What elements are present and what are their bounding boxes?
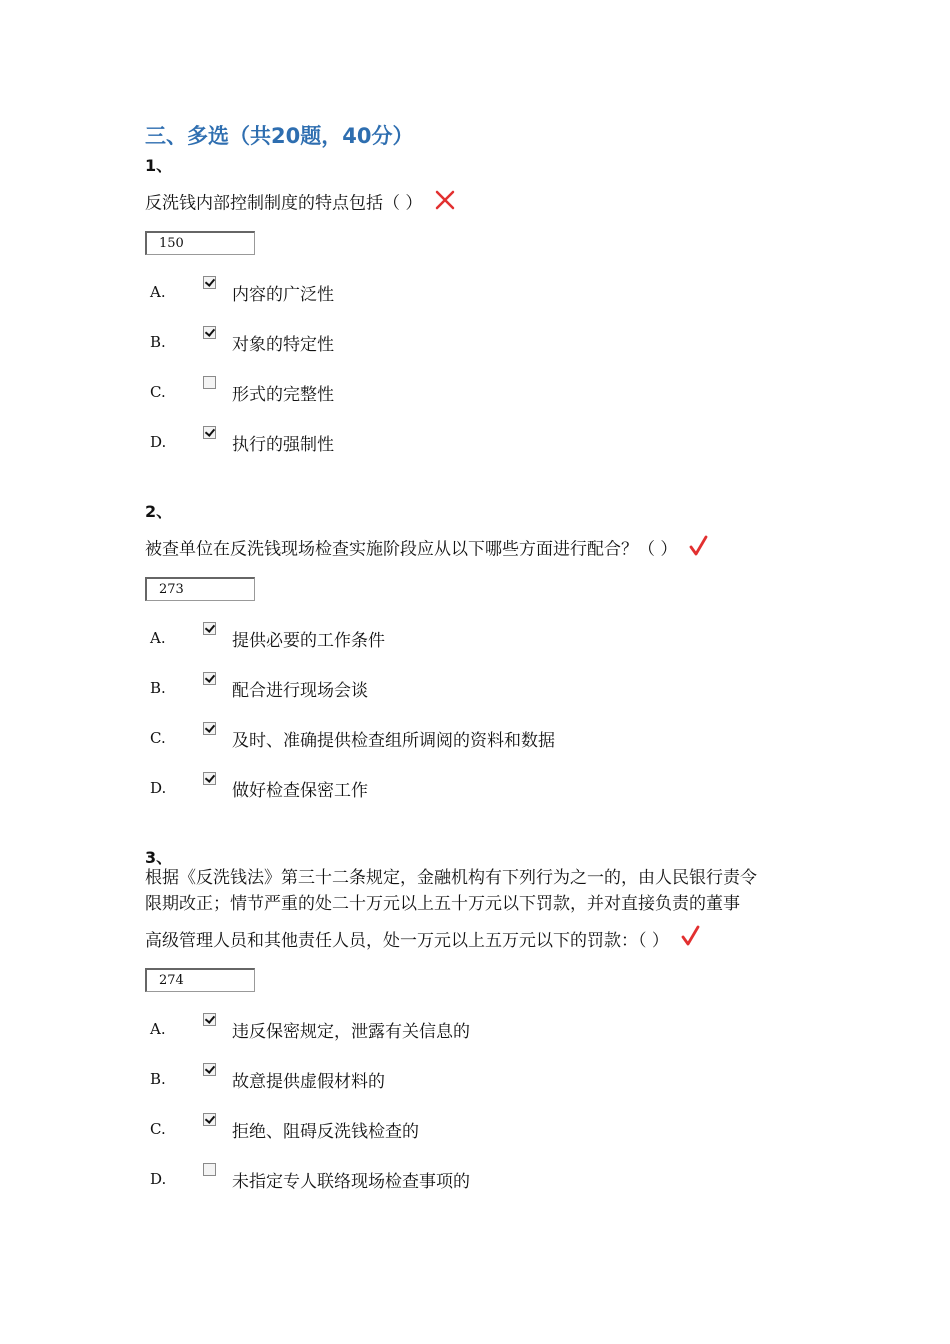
option-text: 对象的特定性 xyxy=(232,335,334,355)
question-number: 2、 xyxy=(145,502,173,521)
option-text: 拒绝、阻碍反洗钱检查的 xyxy=(232,1121,419,1142)
question-1 xyxy=(145,153,825,473)
question-3 xyxy=(145,845,825,1210)
option-letter: C. xyxy=(150,729,166,747)
option-b xyxy=(145,669,825,719)
option-letter: D. xyxy=(150,779,167,797)
options-list xyxy=(145,619,825,819)
option-checkbox[interactable] xyxy=(203,326,216,339)
question-number: 3、 xyxy=(145,848,173,867)
option-text: 内容的广泛性 xyxy=(232,285,334,305)
option-checkbox[interactable] xyxy=(203,1063,216,1076)
question-text xyxy=(145,865,825,962)
option-d xyxy=(145,1160,825,1210)
option-d xyxy=(145,423,825,473)
option-a xyxy=(145,273,825,323)
correct-mark-icon xyxy=(681,922,701,962)
option-letter: A. xyxy=(150,629,166,647)
option-text: 提供必要的工作条件 xyxy=(232,631,385,651)
option-letter: A. xyxy=(150,1019,166,1038)
option-c xyxy=(145,373,825,423)
section-title: 三、多选（共20题，40分） xyxy=(145,124,414,148)
question-text-line: 被查单位在反洗钱现场检查实施阶段应从以下哪些方面进行配合？（ ） xyxy=(145,539,678,560)
option-c xyxy=(145,719,825,769)
option-checkbox[interactable] xyxy=(203,426,216,439)
option-checkbox[interactable] xyxy=(203,1113,216,1126)
options-list xyxy=(145,1010,825,1210)
option-text: 做好检查保密工作 xyxy=(232,781,368,801)
option-checkbox[interactable] xyxy=(203,722,216,735)
option-letter: B. xyxy=(150,333,166,351)
option-letter: C. xyxy=(150,1119,166,1138)
option-text: 形式的完整性 xyxy=(232,385,334,405)
question-text-line: 反洗钱内部控制制度的特点包括（ ） xyxy=(145,193,423,214)
option-text: 配合进行现场会谈 xyxy=(232,681,368,701)
question-text xyxy=(145,189,825,219)
option-letter: C. xyxy=(150,383,166,401)
option-b xyxy=(145,323,825,373)
option-checkbox[interactable] xyxy=(203,672,216,685)
option-text: 故意提供虚假材料的 xyxy=(232,1071,385,1092)
option-letter: D. xyxy=(150,1169,167,1188)
option-a xyxy=(145,1010,825,1060)
option-letter: B. xyxy=(150,679,166,697)
option-c xyxy=(145,1110,825,1160)
option-letter: A. xyxy=(150,283,166,301)
option-a xyxy=(145,619,825,669)
correct-mark-icon xyxy=(689,535,709,565)
question-text-line: 限期改正；情节严重的处二十万元以上五十万元以下罚款，并对直接负责的董事 xyxy=(145,894,740,914)
option-checkbox[interactable] xyxy=(203,772,216,785)
question-text xyxy=(145,535,825,565)
option-b xyxy=(145,1060,825,1110)
option-text: 执行的强制性 xyxy=(232,435,334,455)
question-text-line: 根据《反洗钱法》第三十二条规定，金融机构有下列行为之一的，由人民银行责令 xyxy=(145,868,757,888)
answer-field[interactable]: 274 xyxy=(145,968,255,992)
answer-field[interactable]: 273 xyxy=(145,577,255,601)
option-checkbox[interactable] xyxy=(203,1163,216,1176)
option-checkbox[interactable] xyxy=(203,376,216,389)
option-text: 违反保密规定，泄露有关信息的 xyxy=(232,1021,470,1042)
question-text-last-line xyxy=(145,921,825,962)
wrong-mark-icon xyxy=(434,189,456,219)
question-text-line: 高级管理人员和其他责任人员，处一万元以上五万元以下的罚款：（ ） xyxy=(145,931,669,951)
option-letter: D. xyxy=(150,433,167,451)
option-checkbox[interactable] xyxy=(203,276,216,289)
option-text: 未指定专人联络现场检查事项的 xyxy=(232,1171,470,1192)
option-checkbox[interactable] xyxy=(203,622,216,635)
options-list xyxy=(145,273,825,473)
option-letter: B. xyxy=(150,1069,166,1088)
answer-field[interactable]: 150 xyxy=(145,231,255,255)
option-d xyxy=(145,769,825,819)
question-number: 1、 xyxy=(145,156,173,175)
question-2 xyxy=(145,499,825,819)
option-checkbox[interactable] xyxy=(203,1013,216,1026)
option-text: 及时、准确提供检查组所调阅的资料和数据 xyxy=(232,731,555,751)
